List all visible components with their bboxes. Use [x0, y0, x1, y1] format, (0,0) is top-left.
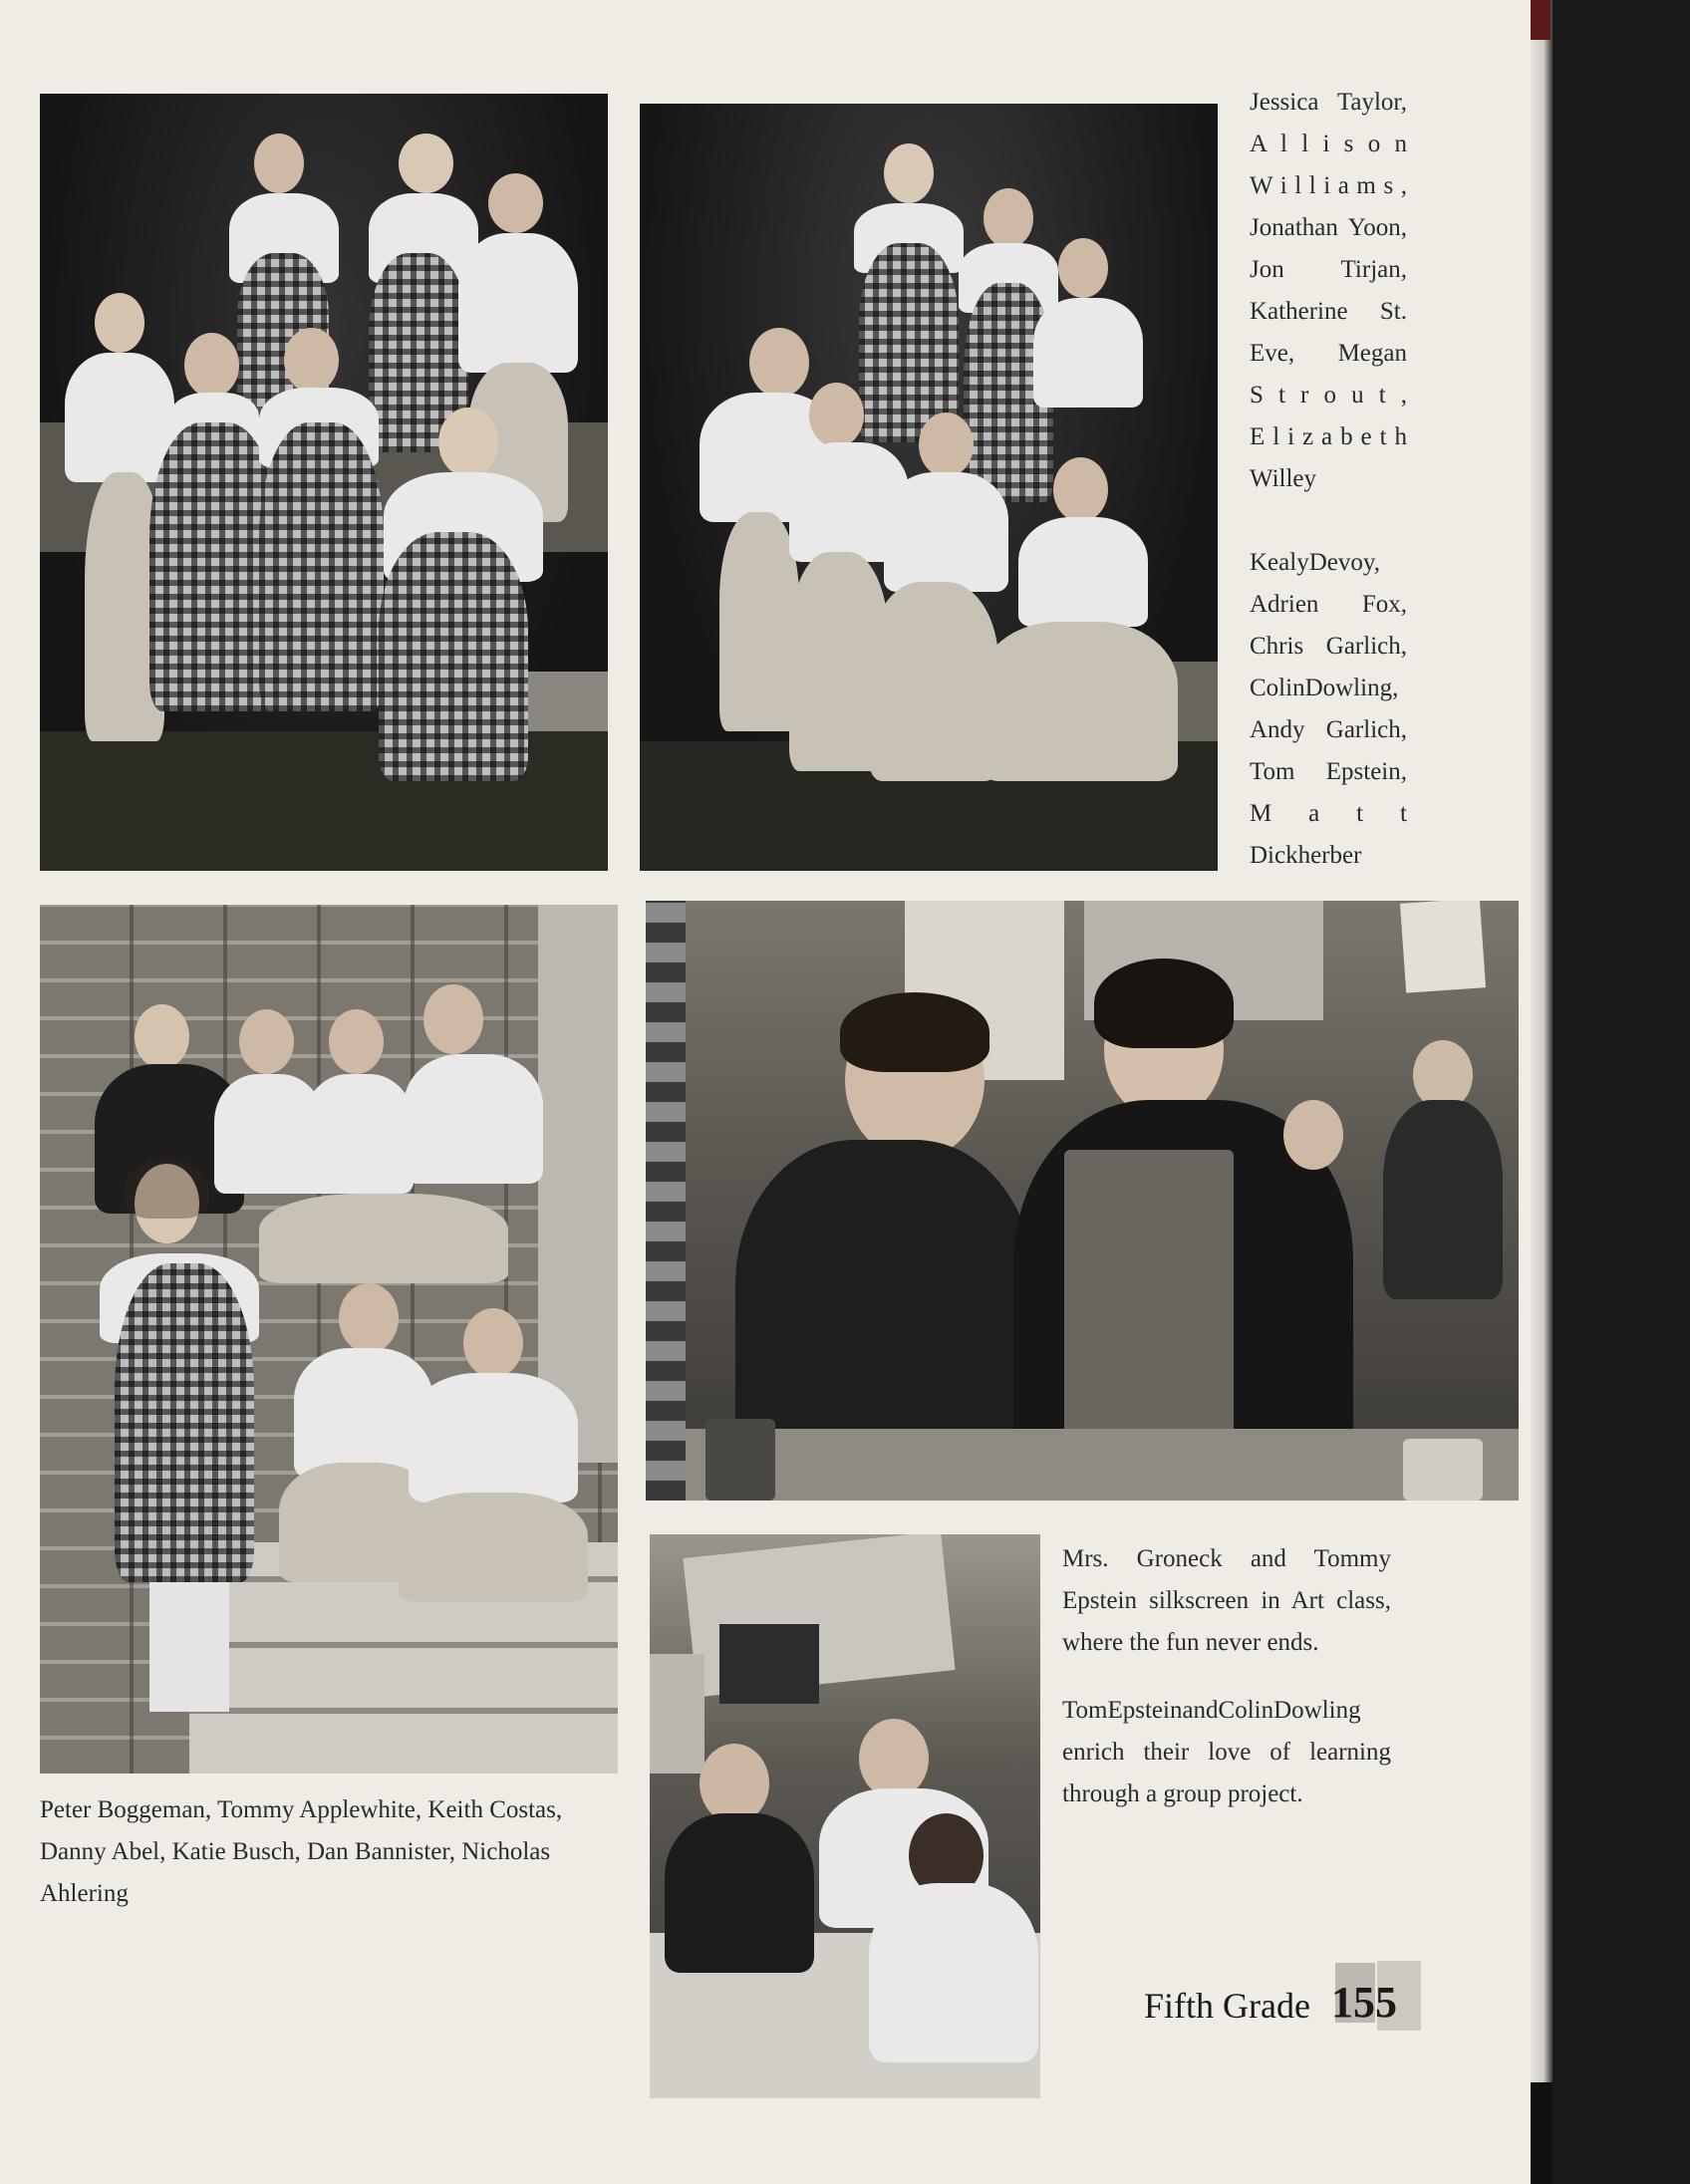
caption-line: Epstein silkscreen in Art class,	[1062, 1587, 1391, 1614]
binding-mark	[1531, 0, 1550, 40]
caption-line: Tom Epstein,	[1250, 758, 1407, 785]
caption-group-bottom-left	[40, 1789, 618, 1915]
caption-line: W i l l i a m s ,	[1250, 172, 1407, 199]
caption-line: Mrs. Groneck and Tommy	[1062, 1545, 1391, 1572]
photo-art-class	[646, 901, 1519, 1501]
page-edge	[1531, 0, 1552, 2082]
caption-line: S t r o u t ,	[1250, 382, 1407, 409]
caption-spacer	[1250, 500, 1407, 542]
caption-line: Chris Garlich,	[1250, 633, 1407, 660]
caption-line: Adrien Fox,	[1250, 591, 1407, 618]
caption-line: Jon Tirjan,	[1250, 256, 1407, 283]
background-strip	[1552, 0, 1690, 2184]
caption-line: ColinDowling,	[1250, 675, 1399, 701]
photo-group-project	[650, 1534, 1040, 2098]
caption-line: Jessica Taylor,	[1250, 89, 1407, 116]
caption-group-project	[1062, 1690, 1391, 1815]
photo-group-bottom-left	[40, 905, 618, 1774]
caption-art-class	[1062, 1538, 1391, 1664]
caption-line: Ahlering	[40, 1880, 129, 1907]
caption-line: Eve, Megan	[1250, 340, 1407, 367]
photo-group-top-right	[640, 104, 1218, 871]
caption-line: Danny Abel, Katie Busch, Dan Bannister, Nicholas	[40, 1838, 551, 1865]
section-label: Fifth Grade	[1144, 1986, 1310, 2026]
page-number: 155	[1331, 1978, 1397, 2027]
caption-line: through a group project.	[1062, 1780, 1303, 1807]
caption-line: TomEpsteinandColinDowling	[1062, 1697, 1361, 1724]
caption-line: A l l i s o n	[1250, 131, 1407, 157]
photo-group-top-left	[40, 94, 608, 871]
caption-line: Jonathan Yoon,	[1250, 214, 1407, 241]
caption-line: Katherine St.	[1250, 298, 1407, 325]
caption-line: where the fun never ends.	[1062, 1629, 1319, 1656]
caption-line: Willey	[1250, 465, 1317, 492]
caption-line: KealyDevoy,	[1250, 549, 1380, 576]
caption-line: M a t t	[1250, 800, 1407, 827]
caption-line: Peter Boggeman, Tommy Applewhite, Keith Costas,	[40, 1796, 563, 1823]
caption-line: Dickherber	[1250, 842, 1362, 869]
caption-line: E l i z a b e t h	[1250, 423, 1407, 450]
caption-line: Andy Garlich,	[1250, 716, 1407, 743]
caption-line: enrich their love of learning	[1062, 1739, 1391, 1766]
caption-group-top-right	[1250, 82, 1407, 877]
